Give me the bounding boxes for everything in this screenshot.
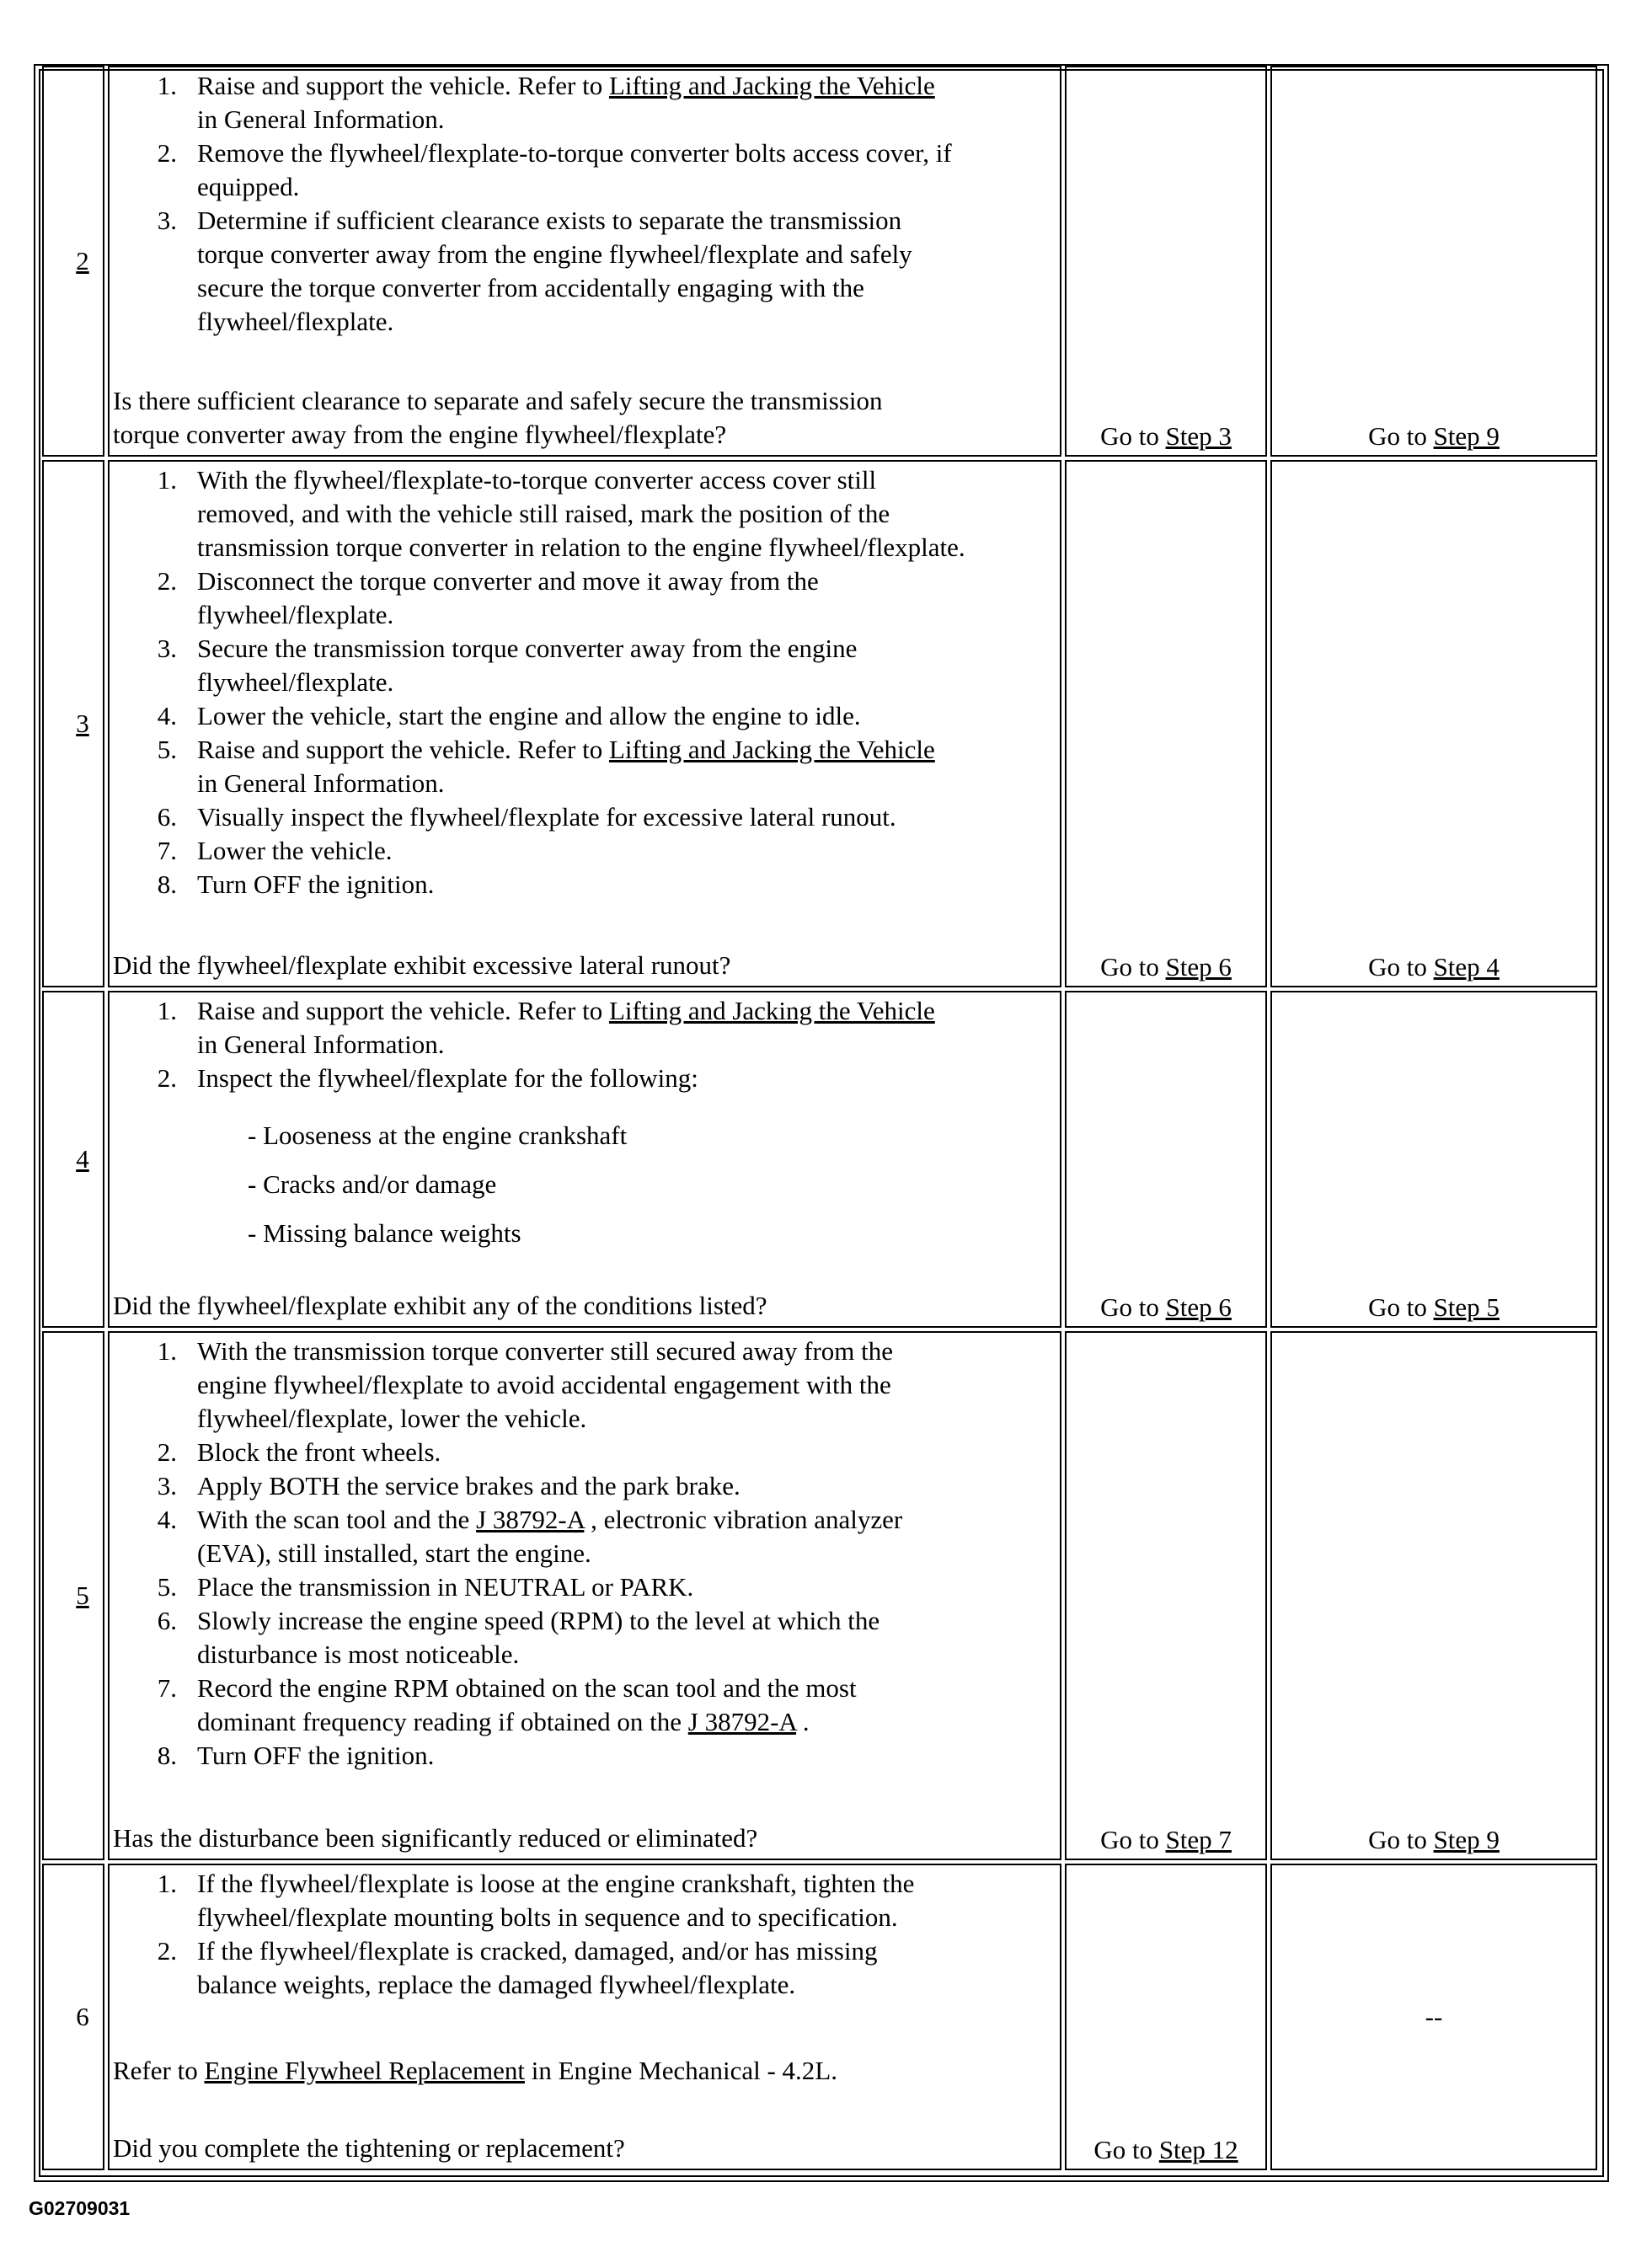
- yes-step-link[interactable]: Step 6: [1165, 1292, 1232, 1322]
- no-cell: [1270, 1331, 1597, 1860]
- no-step-link[interactable]: Step 4: [1433, 952, 1500, 982]
- item-text: With the flywheel/flexplate-to-torque converter access cover still: [197, 465, 877, 495]
- item-link[interactable]: Lifting and Jacking the Vehicle: [608, 71, 935, 100]
- item-number: 8.: [157, 1741, 177, 1770]
- bullet-item: [248, 1168, 496, 1201]
- item-text: [197, 767, 445, 800]
- item-text: If the flywheel/flexplate is loose at the engine crankshaft, tighten the: [197, 1869, 915, 1898]
- item-text: [197, 1968, 795, 2002]
- item-text: [197, 1934, 877, 1968]
- item-text: flywheel/flexplate.: [197, 667, 394, 697]
- step-number[interactable]: 5: [76, 1581, 89, 1610]
- item-text: [197, 170, 299, 204]
- question-line: Has the disturbance been significantly reduced or eliminated?: [113, 1823, 758, 1853]
- item-number: 1.: [157, 1336, 177, 1366]
- no-answer: [1270, 952, 1597, 982]
- item-text: [197, 1028, 445, 1062]
- refer-text: Refer to: [113, 2056, 205, 2085]
- item-text: [197, 1503, 902, 1537]
- item-text: [197, 699, 861, 733]
- item-number: 2.: [157, 566, 177, 596]
- item-text: removed, and with the vehicle still raised, mark the position of the: [197, 499, 890, 528]
- yes-cell: [1065, 66, 1267, 457]
- item-text: flywheel/flexplate.: [197, 600, 394, 629]
- item-text: Raise and support the vehicle. Refer to: [197, 996, 609, 1025]
- item-number: 7.: [157, 1673, 177, 1703]
- item-number: 3.: [157, 1471, 177, 1500]
- item-text: Lower the vehicle, start the engine and allow the engine to idle.: [197, 701, 861, 730]
- item-text: balance weights, replace the damaged flywheel/flexplate.: [197, 1970, 796, 1999]
- item-number: 5.: [157, 1572, 177, 1602]
- item-number: 1.: [157, 1869, 177, 1898]
- item-text: If the flywheel/flexplate is cracked, damaged, and/or has missing: [197, 1936, 878, 1966]
- no-cell: [1270, 66, 1597, 457]
- item-text: With the transmission torque converter still secured away from the: [197, 1336, 894, 1366]
- item-text: [197, 1672, 857, 1705]
- yes-step-link[interactable]: Step 6: [1165, 952, 1232, 982]
- item-text: , electronic vibration analyzer: [584, 1505, 903, 1534]
- item-number: 6.: [157, 1606, 177, 1635]
- yes-answer: [1065, 952, 1267, 982]
- no-step-link[interactable]: Step 9: [1433, 421, 1500, 451]
- no-cell: [1270, 991, 1597, 1328]
- no-prefix: Go to: [1368, 1292, 1434, 1322]
- yes-cell: [1065, 1864, 1267, 2170]
- question-line: Did the flywheel/flexplate exhibit any of the conditions listed?: [113, 1291, 767, 1320]
- yes-answer: [1065, 1292, 1267, 1323]
- item-text: secure the torque converter from accidentally engaging with the: [197, 273, 864, 302]
- yes-prefix: Go to: [1093, 2135, 1159, 2164]
- item-text: torque converter away from the engine flywheel/flexplate and safely: [197, 239, 912, 269]
- item-number: 5.: [157, 735, 177, 764]
- item-text: [197, 305, 393, 339]
- item-text: in General Information.: [197, 1030, 445, 1059]
- item-text: Remove the flywheel/flexplate-to-torque converter bolts access cover, if: [197, 138, 952, 168]
- no-answer: [1270, 1292, 1597, 1323]
- item-text: Disconnect the torque converter and move it away from the: [197, 566, 819, 596]
- item-text: [197, 1705, 810, 1739]
- item-text: Turn OFF the ignition.: [197, 1741, 435, 1770]
- item-text: Record the engine RPM obtained on the scan tool and the most: [197, 1673, 857, 1703]
- item-text: [197, 733, 935, 767]
- item-text: transmission torque converter in relation to the engine flywheel/flexplate.: [197, 532, 965, 562]
- item-text: in General Information.: [197, 768, 445, 798]
- item-text: flywheel/flexplate.: [197, 307, 394, 336]
- item-number: 4.: [157, 1505, 177, 1534]
- item-text: [197, 497, 890, 531]
- yes-step-link[interactable]: Step 7: [1165, 1825, 1232, 1854]
- item-number: 2.: [157, 1063, 177, 1093]
- item-number: 6.: [157, 802, 177, 832]
- item-text: [197, 69, 935, 103]
- bullet-dash: -: [248, 1121, 264, 1150]
- item-text: [197, 1867, 914, 1901]
- item-text: Raise and support the vehicle. Refer to: [197, 735, 609, 764]
- item-text: Raise and support the vehicle. Refer to: [197, 71, 609, 100]
- no-step-link[interactable]: Step 5: [1433, 1292, 1500, 1322]
- item-link[interactable]: Lifting and Jacking the Vehicle: [608, 996, 935, 1025]
- item-text: [197, 632, 857, 666]
- item-text: [197, 1739, 434, 1773]
- item-number: 8.: [157, 869, 177, 899]
- item-text: Block the front wheels.: [197, 1437, 441, 1467]
- item-text: .: [796, 1707, 810, 1736]
- no-answer: [1270, 421, 1597, 452]
- item-text: engine flywheel/flexplate to avoid accidental engagement with the: [197, 1370, 891, 1399]
- refer-link[interactable]: Engine Flywheel Replacement: [204, 2056, 525, 2085]
- yes-cell: [1065, 1331, 1267, 1860]
- bullet-dash: -: [248, 1169, 264, 1199]
- item-text: [197, 994, 935, 1028]
- item-text: Slowly increase the engine speed (RPM) to the level at which the: [197, 1606, 880, 1635]
- no-answer: [1270, 2002, 1597, 2032]
- no-prefix: Go to: [1368, 1825, 1434, 1854]
- item-text: in General Information.: [197, 104, 445, 134]
- item-text: [197, 1436, 441, 1469]
- item-text: [197, 1570, 693, 1604]
- item-number: 1.: [157, 996, 177, 1025]
- yes-prefix: Go to: [1100, 1292, 1166, 1322]
- yes-cell: [1065, 991, 1267, 1328]
- item-text: [197, 238, 912, 271]
- figure-id: G02709031: [29, 2197, 131, 2219]
- item-number: 2.: [157, 1936, 177, 1966]
- yes-prefix: Go to: [1100, 421, 1166, 451]
- bullet-text: Looseness at the engine crankshaft: [263, 1121, 628, 1150]
- item-text: Apply BOTH the service brakes and the park brake.: [197, 1471, 740, 1500]
- bullet-text: Missing balance weights: [263, 1218, 521, 1248]
- item-text: [197, 666, 393, 699]
- item-text: [197, 103, 445, 136]
- bullet-text: Cracks and/or damage: [263, 1169, 497, 1199]
- item-number: 1.: [157, 465, 177, 495]
- item-link[interactable]: J 38792-A: [476, 1505, 585, 1534]
- item-text: dominant frequency reading if obtained on the: [197, 1707, 688, 1736]
- item-text: [197, 136, 952, 170]
- item-text: Inspect the flywheel/flexplate for the following:: [197, 1063, 698, 1093]
- item-text: [197, 1335, 893, 1368]
- item-text: [197, 271, 864, 305]
- item-text: Place the transmission in NEUTRAL or PARK.: [197, 1572, 694, 1602]
- item-text: disturbance is most noticeable.: [197, 1639, 520, 1669]
- step-number[interactable]: 4: [76, 1144, 89, 1174]
- item-text: Visually inspect the flywheel/flexplate for excessive lateral runout.: [197, 802, 896, 832]
- no-step-link[interactable]: Step 9: [1433, 1825, 1500, 1854]
- item-text: [197, 1537, 591, 1570]
- item-text: (EVA), still installed, start the engine.: [197, 1538, 591, 1568]
- refer-line: [113, 2054, 837, 2088]
- no-text: --: [1425, 2002, 1443, 2031]
- no-answer: [1270, 1825, 1597, 1855]
- step-number[interactable]: 2: [76, 246, 89, 275]
- item-text: With the scan tool and the: [197, 1505, 477, 1534]
- question-line: Did you complete the tightening or replacement?: [113, 2133, 625, 2163]
- bullet-dash: -: [248, 1218, 264, 1248]
- yes-answer: [1065, 421, 1267, 452]
- question-line: Did the flywheel/flexplate exhibit excessive lateral runout?: [113, 950, 731, 980]
- bullet-item: [248, 1217, 521, 1250]
- item-text: [197, 564, 819, 598]
- bullet-item: [248, 1119, 627, 1153]
- item-number: 3.: [157, 634, 177, 663]
- item-text: [197, 1469, 740, 1503]
- no-prefix: Go to: [1368, 421, 1434, 451]
- yes-answer: [1065, 2135, 1267, 2165]
- yes-cell: [1065, 460, 1267, 987]
- item-text: flywheel/flexplate, lower the vehicle.: [197, 1404, 587, 1433]
- yes-answer: [1065, 1825, 1267, 1855]
- yes-prefix: Go to: [1100, 1825, 1166, 1854]
- item-link[interactable]: J 38792-A: [687, 1707, 797, 1736]
- step-number[interactable]: 3: [76, 709, 89, 738]
- item-text: [197, 204, 901, 238]
- item-text: [197, 1062, 698, 1095]
- item-number: 1.: [157, 71, 177, 100]
- item-text: Secure the transmission torque converter away from the engine: [197, 634, 858, 663]
- item-text: [197, 800, 896, 834]
- item-text: Determine if sufficient clearance exists to separate the transmission: [197, 206, 902, 235]
- item-text: [197, 1368, 891, 1402]
- item-number: 4.: [157, 701, 177, 730]
- yes-step-link[interactable]: Step 12: [1158, 2135, 1238, 2164]
- step-number: 6: [76, 2002, 89, 2031]
- item-number: 3.: [157, 206, 177, 235]
- item-text: flywheel/flexplate mounting bolts in sequence and to specification.: [197, 1902, 898, 1932]
- item-text: [197, 463, 876, 497]
- item-text: [197, 868, 434, 901]
- item-text: [197, 1901, 898, 1934]
- item-text: [197, 1638, 519, 1672]
- item-number: 7.: [157, 836, 177, 865]
- no-prefix: Go to: [1368, 952, 1434, 982]
- item-text: [197, 834, 393, 868]
- question-line: Is there sufficient clearance to separate and safely secure the transmission: [113, 386, 883, 415]
- item-text: Lower the vehicle.: [197, 836, 393, 865]
- question-line: torque converter away from the engine flywheel/flexplate?: [113, 420, 727, 449]
- item-number: 2.: [157, 138, 177, 168]
- item-text: [197, 598, 393, 632]
- yes-prefix: Go to: [1100, 952, 1166, 982]
- item-text: equipped.: [197, 172, 300, 201]
- refer-text: in Engine Mechanical - 4.2L.: [524, 2056, 837, 2085]
- item-link[interactable]: Lifting and Jacking the Vehicle: [608, 735, 935, 764]
- no-cell: [1270, 460, 1597, 987]
- item-text: Turn OFF the ignition.: [197, 869, 435, 899]
- yes-step-link[interactable]: Step 3: [1165, 421, 1232, 451]
- item-text: [197, 1604, 879, 1638]
- item-number: 2.: [157, 1437, 177, 1467]
- item-text: [197, 1402, 586, 1436]
- item-text: [197, 531, 965, 564]
